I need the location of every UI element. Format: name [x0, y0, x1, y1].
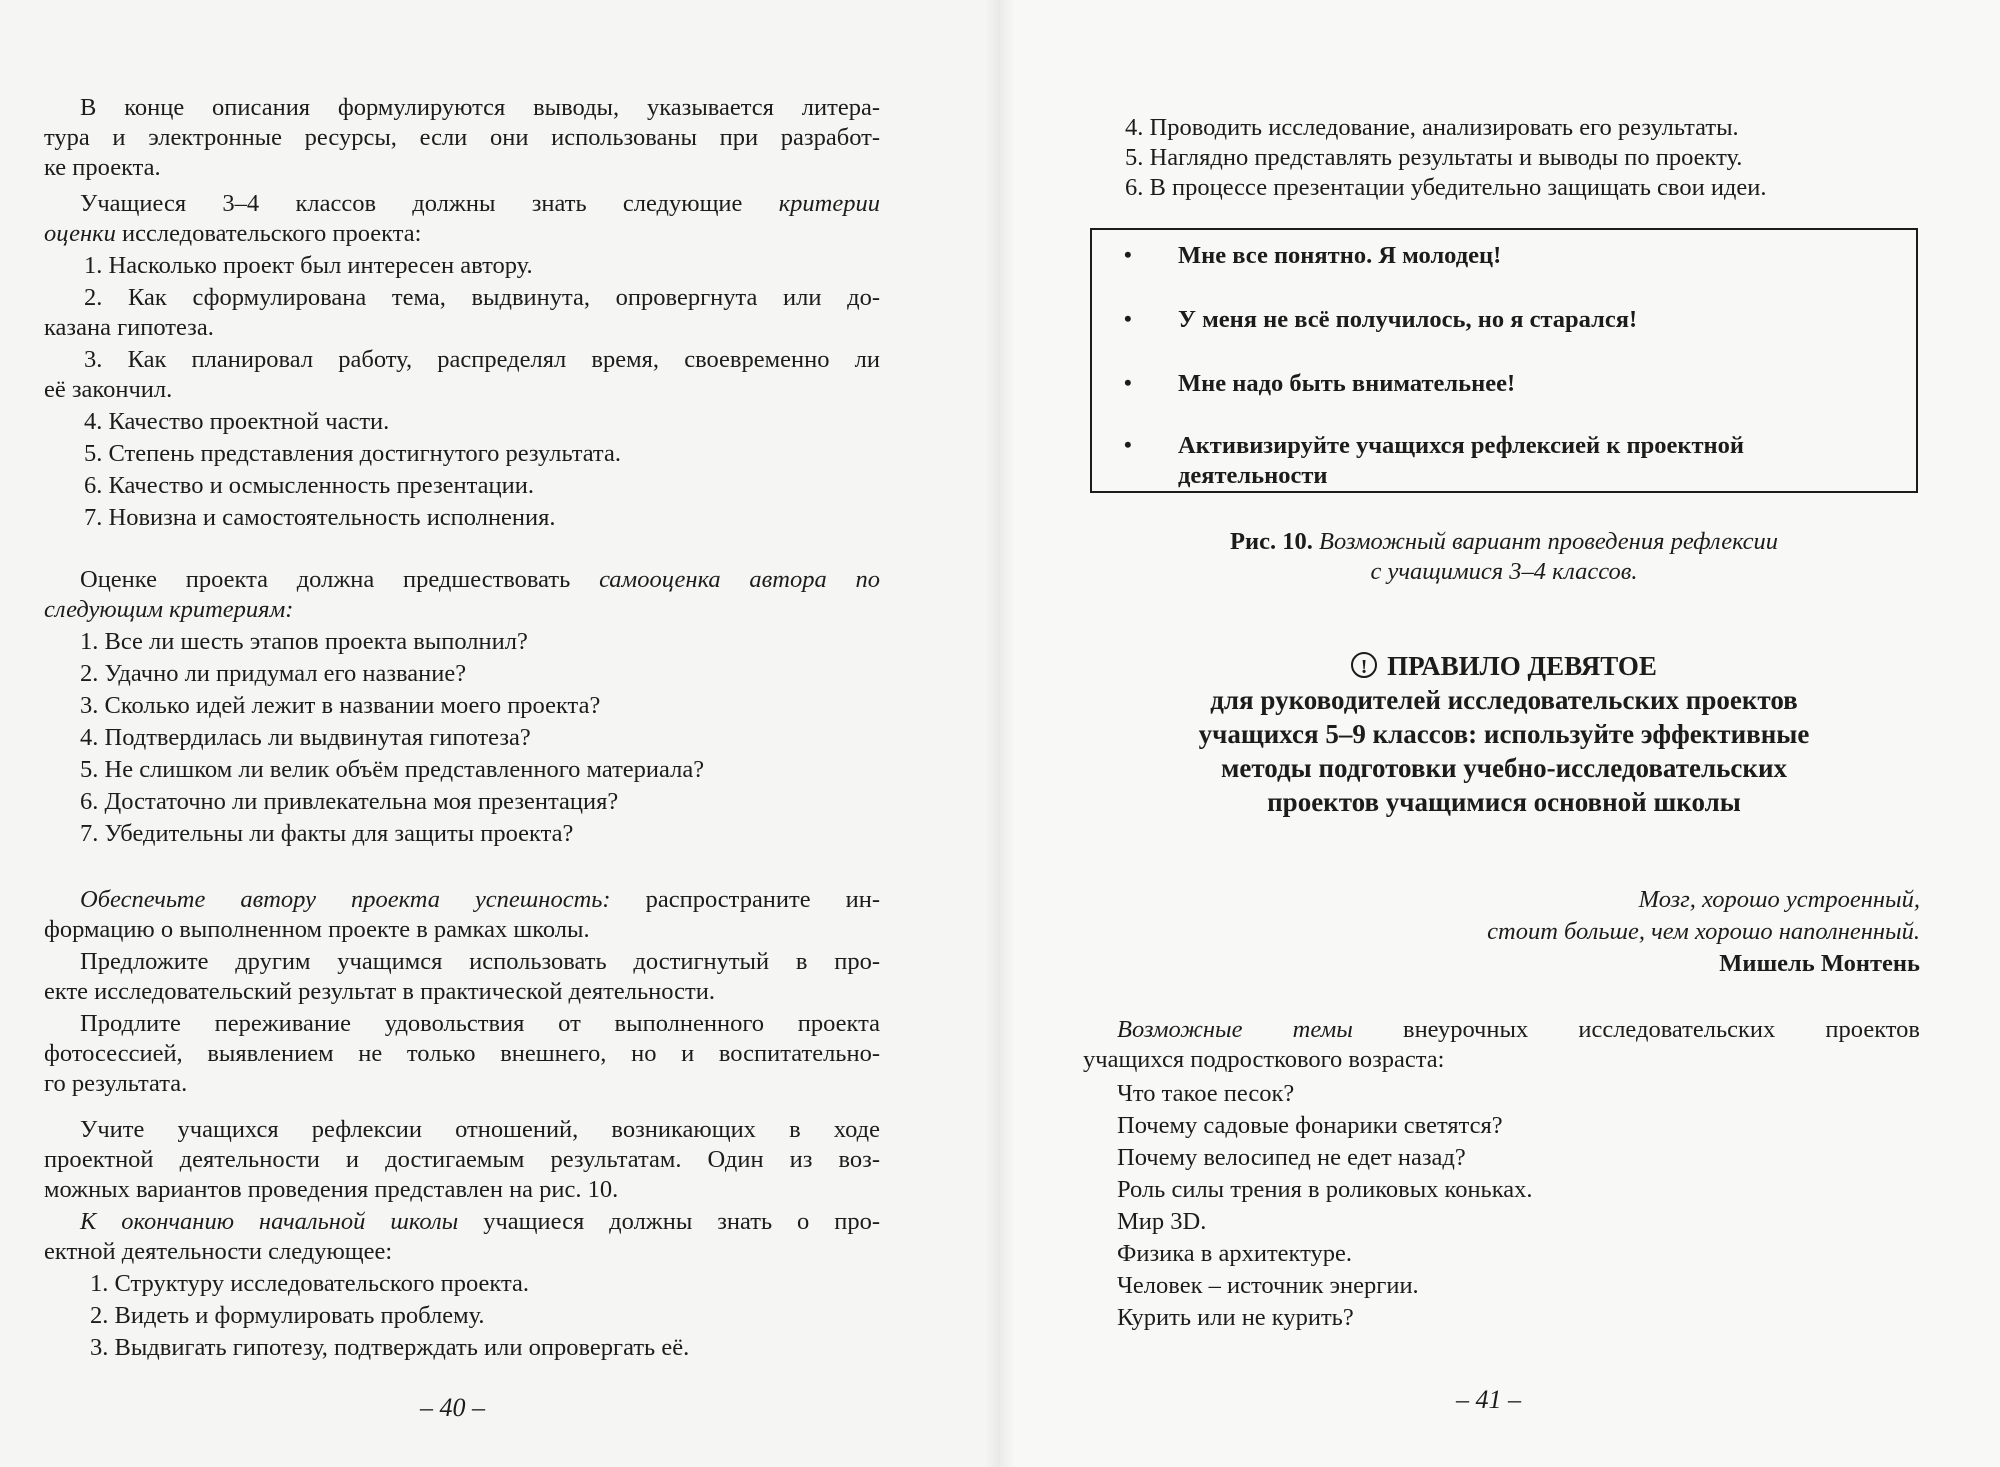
list-item: 5. Наглядно представлять результаты и выводы по проекту.: [1125, 144, 1743, 171]
epigraph-line: Мозг, хорошо устроенный,: [1638, 886, 1920, 913]
rule-title: ПРАВИЛО ДЕВЯТОЕ: [1387, 651, 1657, 681]
text-line: следующим критериям:: [44, 596, 294, 623]
text-span: исследовательского проекта:: [115, 220, 422, 247]
book-gutter: [985, 0, 1015, 1467]
text-line: фотосессией, выявлением не только внешнего, но и воспитательно-: [44, 1040, 880, 1067]
text-line: тура и электронные ресурсы, если они использованы при разработ-: [44, 124, 880, 151]
topic-item: Роль силы трения в роликовых коньках.: [1117, 1176, 1533, 1203]
box-item: Мне надо быть внимательнее!: [1178, 370, 1516, 397]
list-item: 2. Удачно ли придумал его название?: [80, 660, 467, 687]
bullet-icon: •: [1124, 370, 1132, 395]
list-item: 6. Качество и осмысленность презентации.: [84, 472, 534, 499]
rule-line: для руководителей исследовательских проектов: [1210, 685, 1798, 715]
text-line: ектной деятельности следующее:: [44, 1238, 393, 1265]
text-line: ке проекта.: [44, 154, 161, 181]
list-item: 1. Все ли шесть этапов проекта выполнил?: [80, 628, 528, 655]
caption-text: Возможный вариант проведения рефлексии: [1312, 528, 1778, 555]
page-number-right: – 41 –: [1456, 1385, 1521, 1414]
text-italic: критерии: [778, 190, 880, 217]
text-italic: К окончанию начальной школы: [80, 1208, 459, 1235]
text-line: Продлите переживание удовольствия от выполненного проекта: [80, 1010, 880, 1037]
text-line: проектной деятельности и достигаемым результатам. Один из воз-: [44, 1146, 880, 1173]
text-line: формацию о выполненном проекте в рамках школы.: [44, 916, 590, 943]
topic-item: Человек – источник энергии.: [1117, 1272, 1419, 1299]
box-item: Активизируйте учащихся рефлексией к проектной: [1178, 432, 1745, 459]
list-item: 5. Степень представления достигнутого результата.: [84, 440, 621, 467]
list-item: 1. Насколько проект был интересен автору.: [84, 252, 533, 279]
topic-item: Мир 3D.: [1117, 1208, 1207, 1235]
topic-item: Почему садовые фонарики светятся?: [1117, 1112, 1503, 1139]
text-italic: Обеспечьте автору проекта успешность:: [80, 886, 611, 913]
text-line: можных вариантов проведения представлен на рис. 10.: [44, 1176, 619, 1203]
rule-line: методы подготовки учебно-исследовательских: [1220, 753, 1788, 783]
list-item: 3. Сколько идей лежит в названии моего проекта?: [80, 692, 601, 719]
page-number-left: – 40 –: [420, 1393, 485, 1422]
list-item: 6. Достаточно ли привлекательна моя презентация?: [80, 788, 619, 815]
topic-item: Курить или не курить?: [1117, 1304, 1354, 1331]
rule-line: проектов учащимися основной школы: [1267, 787, 1741, 817]
bullet-icon: •: [1124, 306, 1132, 331]
box-item: деятельности: [1178, 462, 1328, 489]
text-line: [80, 1206, 880, 1238]
list-item: 7. Убедительны ли факты для защиты проекта?: [80, 820, 574, 847]
list-item: 6. В процессе презентации убедительно защищать свои идеи.: [1125, 174, 1767, 201]
list-item: 3. Как планировал работу, распределял время, своевременно ли: [84, 346, 880, 373]
list-item: казана гипотеза.: [44, 314, 214, 341]
text-line: [80, 884, 880, 916]
text-span: распространите ин-: [610, 886, 880, 913]
figure-caption: [1090, 526, 1918, 558]
text-line: учащихся подросткового возраста:: [1083, 1046, 1445, 1073]
topic-item: Что такое песок?: [1117, 1080, 1295, 1107]
text-line: [44, 218, 421, 250]
list-item: 2. Как сформулирована тема, выдвинута, опровергнута или до-: [84, 284, 880, 311]
text-line: го результата.: [44, 1070, 188, 1097]
list-item: 1. Структуру исследовательского проекта.: [90, 1270, 530, 1297]
list-item: её закончил.: [44, 376, 173, 403]
box-item: У меня не всё получилось, но я старался!: [1178, 306, 1638, 333]
text-line: В конце описания формулируются выводы, указывается литера-: [80, 94, 880, 121]
text-italic: Возможные темы: [1117, 1016, 1353, 1043]
epigraph-line: стоит больше, чем хорошо наполненный.: [1487, 918, 1920, 945]
text-italic: самооценка автора по: [599, 566, 881, 593]
text-line: Учите учащихся рефлексии отношений, возникающих в ходе: [80, 1116, 880, 1143]
epigraph-author: Мишель Монтень: [1719, 950, 1920, 977]
text-line: екте исследовательский результат в практической деятельности.: [44, 978, 715, 1005]
rule-line: учащихся 5–9 классов: используйте эффективные: [1198, 719, 1810, 749]
figure-caption-line2: с учащимися 3–4 классов.: [1370, 558, 1638, 585]
list-item: 4. Качество проектной части.: [84, 408, 390, 435]
list-item: 3. Выдвигать гипотезу, подтверждать или опровергать её.: [90, 1334, 690, 1361]
topic-item: Почему велосипед не едет назад?: [1117, 1144, 1466, 1171]
text-line: [1117, 1014, 1920, 1046]
list-item: 4. Проводить исследование, анализировать его результаты.: [1125, 114, 1739, 141]
text-span: внеурочных исследовательских проектов: [1352, 1016, 1920, 1043]
text-span: Оценке проекта должна предшествовать: [80, 566, 600, 593]
rule-heading: [1090, 650, 1918, 682]
list-item: 7. Новизна и самостоятельность исполнения.: [84, 504, 556, 531]
list-item: 5. Не слишком ли велик объём представленного материала?: [80, 756, 705, 783]
text-line: [80, 188, 880, 220]
box-item: Мне все понятно. Я молодец!: [1178, 242, 1502, 269]
text-span: Учащиеся 3–4 классов должны знать следующие: [80, 190, 779, 217]
reflection-box: [1090, 228, 1918, 493]
caption-label: Рис. 10.: [1230, 528, 1313, 555]
bullet-icon: •: [1124, 432, 1132, 457]
text-italic: оценки: [44, 220, 116, 247]
exclamation-icon: !: [1351, 652, 1377, 678]
bullet-icon: •: [1124, 242, 1132, 267]
list-item: 4. Подтвердилась ли выдвинутая гипотеза?: [80, 724, 531, 751]
text-span: учащиеся должны знать о про-: [458, 1208, 880, 1235]
text-line: Предложите другим учащимся использовать достигнутый в про-: [80, 948, 880, 975]
list-item: 2. Видеть и формулировать проблему.: [90, 1302, 485, 1329]
topic-item: Физика в архитектуре.: [1117, 1240, 1353, 1267]
text-line: [80, 564, 880, 596]
